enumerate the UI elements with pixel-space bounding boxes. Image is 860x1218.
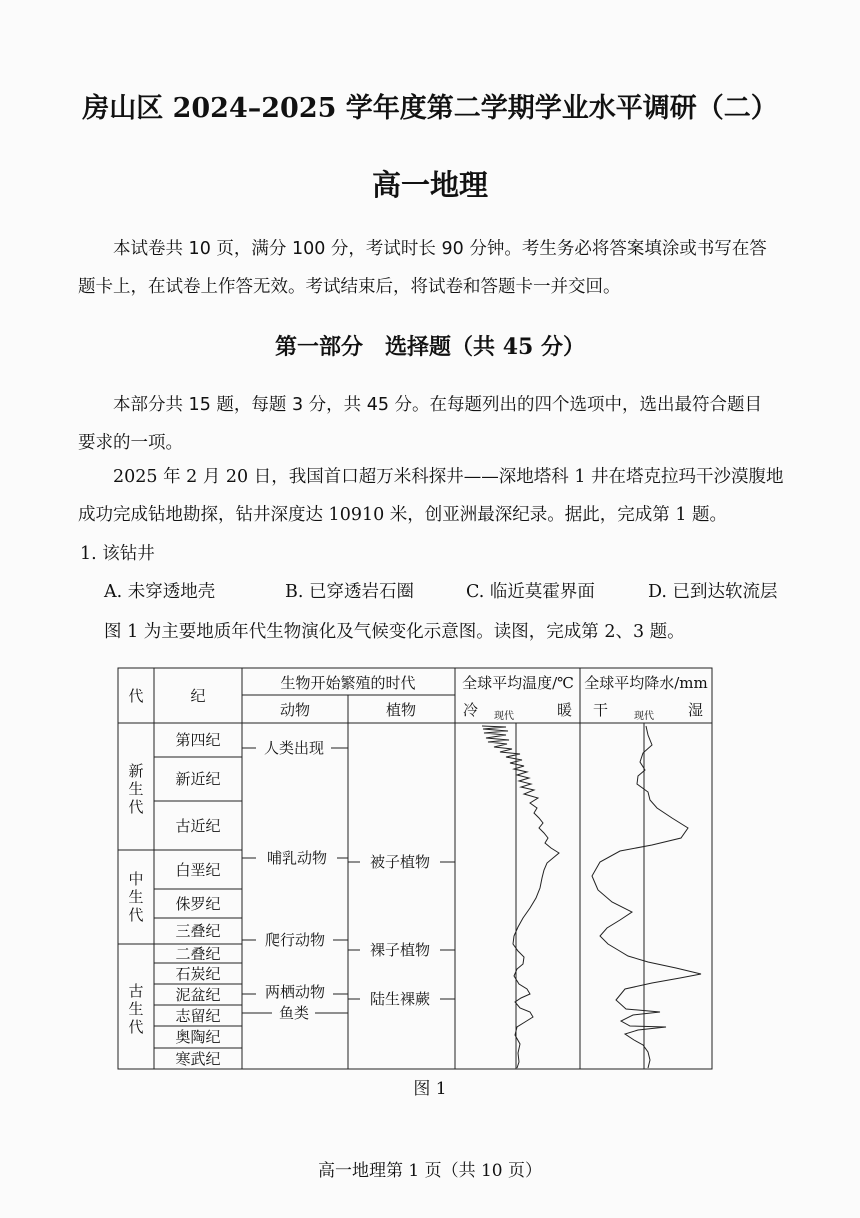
header-biology: 生物开始繁殖的时代 <box>280 674 416 692</box>
figure-intro: 图 1 为主要地质年代生物演化及气候变化示意图。读图，完成第 2、3 题。 <box>104 622 685 642</box>
period-ordovician: 奥陶纪 <box>175 1028 221 1046</box>
animal-amphibians: 两栖动物 <box>264 983 326 1001</box>
precip-wet-label: 湿 <box>688 701 704 719</box>
page-footer: 高一地理第 1 页（共 10 页） <box>317 1161 543 1181</box>
era-char: 代 <box>128 1018 144 1036</box>
precip-dry-label: 干 <box>593 701 609 719</box>
period-paleogene: 古近纪 <box>175 817 221 835</box>
instructions-line: 题卡上，在试卷上作答无效。考试结束后，将试卷和答题卡一并交回。 <box>78 277 621 297</box>
header-precipitation: 全球平均降水/mm <box>584 674 708 692</box>
period-silurian: 志留纪 <box>175 1007 221 1025</box>
period-neogene: 新近纪 <box>175 770 221 788</box>
era-paleozoic <box>128 982 143 1036</box>
header-plants: 植物 <box>385 701 417 719</box>
precipitation-curve <box>592 726 701 1068</box>
era-char: 中 <box>128 870 144 888</box>
animal-reptiles: 爬行动物 <box>264 931 326 949</box>
temperature-curve <box>482 726 559 1068</box>
temp-cold-label: 冷 <box>463 701 479 719</box>
figure-caption: 图 1 <box>413 1079 447 1099</box>
animal-fish: 鱼类 <box>278 1004 310 1022</box>
header-period: 纪 <box>190 687 206 705</box>
option-c: C. 临近莫霍界面 <box>466 582 595 602</box>
header-animals: 动物 <box>279 701 311 719</box>
section-intro-line: 要求的一项。 <box>78 433 183 453</box>
option-b: B. 已穿透岩石圈 <box>285 582 414 602</box>
era-char: 代 <box>128 798 144 816</box>
era-char: 生 <box>128 888 144 906</box>
exam-title: 房山区 2024–2025 学年度第二学期学业水平调研（二） <box>82 93 778 124</box>
header-temperature: 全球平均温度/℃ <box>462 674 574 692</box>
era-char: 生 <box>128 1000 144 1018</box>
plant-gymnosperms: 裸子植物 <box>369 941 431 959</box>
era-cenozoic <box>128 762 143 816</box>
passage-line: 2025 年 2 月 20 日，我国首口超万米科探井——深地塔科 1 井在塔克拉玛干沙漠腹地 <box>113 467 784 487</box>
period-quaternary: 第四纪 <box>175 731 221 749</box>
animal-humans: 人类出现 <box>263 739 325 757</box>
subject-title: 高一地理 <box>371 168 488 202</box>
period-triassic: 三叠纪 <box>175 922 221 940</box>
era-char: 新 <box>128 762 144 780</box>
temp-warm-label: 暖 <box>557 701 573 719</box>
era-char: 生 <box>128 780 144 798</box>
period-permian: 二叠纪 <box>175 945 221 963</box>
plant-psilophytes: 陆生裸蕨 <box>369 990 431 1008</box>
precip-now-label: 现代 <box>634 711 654 722</box>
era-char: 代 <box>128 906 144 924</box>
era-mesozoic <box>128 870 143 924</box>
header-era: 代 <box>128 687 144 705</box>
temp-now-label: 现代 <box>494 711 514 722</box>
period-cambrian: 寒武纪 <box>175 1050 221 1068</box>
period-carboniferous: 石炭纪 <box>175 965 221 983</box>
section-title: 第一部分 选择题（共 45 分） <box>275 334 585 360</box>
passage-line: 成功完成钻地勘探，钻井深度达 10910 米，创亚洲最深纪录。据此，完成第 1 题。 <box>78 505 728 525</box>
instructions-line: 本试卷共 10 页，满分 100 分，考试时长 90 分钟。考生务必将答案填涂或书写在答 <box>113 239 767 259</box>
period-devonian: 泥盆纪 <box>175 986 221 1004</box>
option-a: A. 未穿透地壳 <box>104 582 216 602</box>
period-cretaceous: 白垩纪 <box>175 861 221 879</box>
era-char: 古 <box>128 982 144 1000</box>
animal-mammals: 哺乳动物 <box>266 849 328 867</box>
plant-angiosperms: 被子植物 <box>369 853 431 871</box>
option-d: D. 已到达软流层 <box>648 582 778 602</box>
section-intro-line: 本部分共 15 题，每题 3 分，共 45 分。在每题列出的四个选项中，选出最符合题目 <box>113 395 763 415</box>
question-1-stem: 1. 该钻井 <box>80 544 155 564</box>
period-jurassic: 侏罗纪 <box>175 895 221 913</box>
